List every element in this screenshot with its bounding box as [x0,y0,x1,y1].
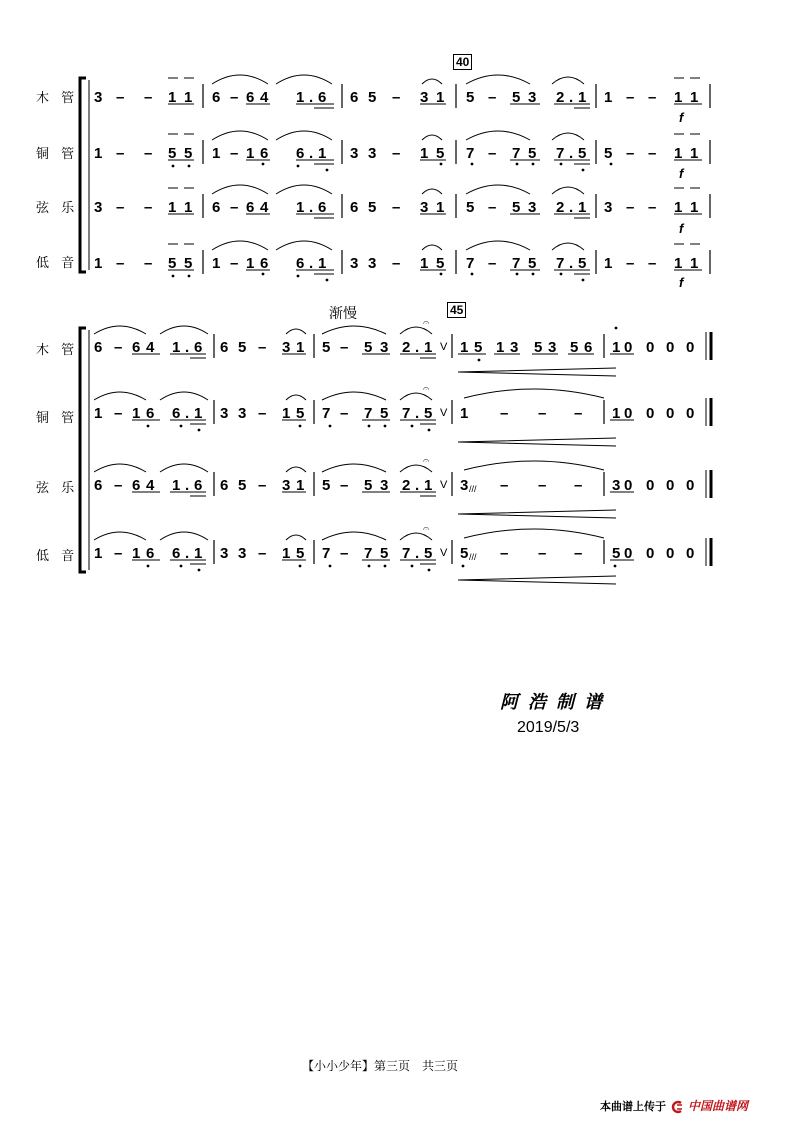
system-2-staff [0,300,792,600]
svg-text:f: f [679,221,684,236]
svg-text:2: 2 [556,89,565,106]
rehearsal-mark-45: 45 [447,302,466,318]
svg-text:1: 1 [460,405,469,422]
svg-text:5: 5 [578,145,587,162]
svg-text:1: 1 [132,405,141,422]
svg-text:.: . [415,477,420,494]
svg-text:–: – [500,545,509,562]
svg-text:1: 1 [94,405,103,422]
svg-text:1: 1 [604,89,613,106]
svg-text:1: 1 [172,339,181,356]
svg-text:–: – [258,339,267,356]
svg-text:3: 3 [94,89,103,106]
svg-text:1: 1 [246,145,255,162]
svg-text:6: 6 [318,199,327,216]
svg-text:0: 0 [686,405,695,422]
svg-text:5: 5 [570,339,579,356]
svg-text:6: 6 [132,477,141,494]
breath-mark: V [440,547,448,559]
svg-text:1: 1 [674,255,683,272]
svg-text:0: 0 [666,477,675,494]
svg-text:.: . [185,339,190,356]
svg-text:–: – [392,255,401,272]
svg-text:7: 7 [364,405,373,422]
svg-text:1: 1 [296,339,305,356]
svg-text:6: 6 [194,477,203,494]
svg-text:–: – [144,255,153,272]
svg-text:1: 1 [420,145,429,162]
svg-text:4: 4 [260,199,269,216]
svg-text:5: 5 [368,199,377,216]
svg-text:4: 4 [146,339,155,356]
svg-text:4: 4 [260,89,269,106]
svg-text:.: . [185,477,190,494]
instrument-label-bass: 低 音 [36,549,79,564]
svg-text:1: 1 [318,255,327,272]
svg-text:–: – [626,199,635,216]
svg-text:–: – [488,145,497,162]
svg-text:–: – [574,545,583,562]
instrument-label-strings: 弦 乐 [36,481,79,496]
svg-text:3: 3 [350,145,359,162]
barlines [203,84,710,274]
svg-text:1: 1 [690,255,699,272]
svg-text:6: 6 [246,89,255,106]
svg-text:6: 6 [220,477,229,494]
svg-text:7: 7 [466,255,475,272]
svg-text:–: – [488,89,497,106]
svg-text:1: 1 [282,545,291,562]
svg-text:3: 3 [528,199,537,216]
svg-text:1: 1 [674,89,683,106]
svg-text:1: 1 [168,89,177,106]
svg-text:5: 5 [184,145,193,162]
svg-text:–: – [144,145,153,162]
svg-text:1: 1 [184,199,193,216]
svg-text:5: 5 [466,199,475,216]
svg-text:3: 3 [368,255,377,272]
svg-text:1: 1 [94,545,103,562]
svg-text:3: 3 [380,477,389,494]
page-footer: 【小小少年】第三页 共三页 [302,1059,459,1073]
svg-text:.: . [309,199,314,216]
svg-text:3: 3 [94,199,103,216]
svg-text:1: 1 [420,255,429,272]
arrangement-date: 2019/5/3 [517,719,580,736]
svg-text:1: 1 [578,199,587,216]
svg-text:1: 1 [674,199,683,216]
svg-text:–: – [230,199,239,216]
svg-text:0: 0 [666,339,675,356]
svg-text:4: 4 [146,477,155,494]
site-logo-text: 中国曲谱网 [688,1099,749,1113]
svg-text:3: 3 [220,405,229,422]
svg-text:5: 5 [460,545,469,562]
svg-text:5: 5 [238,477,247,494]
tempo-marking: 渐慢 [329,306,357,322]
svg-text:f: f [679,166,684,181]
svg-text:1: 1 [212,145,221,162]
svg-text:𝄐: 𝄐 [423,383,430,395]
svg-text:5: 5 [512,199,521,216]
svg-text:1: 1 [424,339,433,356]
svg-text:–: – [648,255,657,272]
svg-text:0: 0 [624,545,633,562]
svg-text:.: . [415,545,420,562]
instrument-label-brass: 铜 管 [36,147,79,162]
svg-text:1: 1 [194,545,203,562]
svg-text:1: 1 [690,89,699,106]
breath-mark: V [440,479,448,491]
svg-text:5: 5 [364,339,373,356]
svg-text:𝄐: 𝄐 [423,455,430,467]
svg-text:6: 6 [260,145,269,162]
svg-text:3: 3 [282,339,291,356]
svg-text:1: 1 [612,405,621,422]
svg-text:.: . [569,199,574,216]
svg-text:3: 3 [528,89,537,106]
svg-text:5: 5 [612,545,621,562]
upload-text: 本曲谱上传于 [600,1099,666,1113]
instrument-label-woodwind: 木 管 [36,343,79,358]
slurs [94,326,604,540]
svg-text:.: . [415,405,420,422]
svg-text:.: . [185,545,190,562]
svg-text:6: 6 [296,145,305,162]
svg-text:1: 1 [296,89,305,106]
svg-text:5: 5 [436,145,445,162]
svg-text:7: 7 [322,545,331,562]
svg-text:0: 0 [686,339,695,356]
svg-text:6: 6 [350,199,359,216]
svg-text:–: – [626,89,635,106]
svg-text:5: 5 [322,477,331,494]
svg-text:3: 3 [510,339,519,356]
svg-text:–: – [648,199,657,216]
svg-text:6: 6 [94,339,103,356]
svg-text:–: – [626,255,635,272]
svg-text:–: – [116,89,125,106]
row-woodwind-notes [94,89,698,106]
svg-text:1: 1 [460,339,469,356]
svg-text:6: 6 [584,339,593,356]
svg-text:5: 5 [466,89,475,106]
svg-text:3: 3 [282,477,291,494]
svg-text:6: 6 [94,477,103,494]
svg-text:–: – [114,477,123,494]
svg-text:7: 7 [402,545,411,562]
svg-text:6: 6 [146,405,155,422]
svg-text:3: 3 [420,199,429,216]
svg-text:2: 2 [402,339,411,356]
svg-text:.: . [185,405,190,422]
svg-text:–: – [258,405,267,422]
svg-text:–: – [538,405,547,422]
svg-text:𝄐: 𝄐 [423,523,430,535]
svg-text:6: 6 [350,89,359,106]
svg-text:3: 3 [604,199,613,216]
svg-text:0: 0 [686,545,695,562]
svg-text:6: 6 [220,339,229,356]
svg-text:5: 5 [322,339,331,356]
svg-text:1: 1 [296,477,305,494]
svg-text:5: 5 [364,477,373,494]
svg-text:3: 3 [548,339,557,356]
svg-text:f: f [679,275,684,290]
svg-text:///: /// [469,552,477,562]
svg-text:–: – [488,255,497,272]
instrument-label-woodwind: 木 管 [36,91,79,106]
svg-text:–: – [114,339,123,356]
svg-text:.: . [415,339,420,356]
svg-text:1: 1 [424,477,433,494]
svg-text:.: . [309,89,314,106]
svg-text:–: – [258,477,267,494]
svg-text:–: – [340,405,349,422]
svg-text:1: 1 [296,199,305,216]
svg-text:5: 5 [528,255,537,272]
svg-text:1: 1 [318,145,327,162]
svg-text:–: – [258,545,267,562]
svg-text:–: – [392,199,401,216]
svg-text:5: 5 [534,339,543,356]
svg-text:–: – [230,89,239,106]
svg-text:–: – [144,89,153,106]
svg-text:6: 6 [246,199,255,216]
svg-text:1: 1 [194,405,203,422]
svg-text:5: 5 [528,145,537,162]
svg-text:–: – [340,339,349,356]
svg-text:1: 1 [674,145,683,162]
svg-text:–: – [574,477,583,494]
svg-text:–: – [116,255,125,272]
svg-text:0: 0 [624,405,633,422]
svg-text:0: 0 [666,405,675,422]
svg-text:3: 3 [420,89,429,106]
svg-text:1: 1 [184,89,193,106]
svg-text:7: 7 [556,255,565,272]
svg-text:0: 0 [666,545,675,562]
svg-text:5: 5 [184,255,193,272]
svg-text:–: – [230,255,239,272]
svg-text:3: 3 [238,405,247,422]
svg-text:0: 0 [686,477,695,494]
svg-text:5: 5 [368,89,377,106]
svg-text:7: 7 [556,145,565,162]
row-strings-notes [94,199,698,216]
breath-mark: V [440,341,448,353]
svg-text:1: 1 [172,477,181,494]
svg-text:1: 1 [436,89,445,106]
svg-text:𝄐: 𝄐 [423,317,430,329]
svg-text:5: 5 [578,255,587,272]
svg-text:7: 7 [322,405,331,422]
svg-text:5: 5 [168,145,177,162]
svg-text:.: . [309,145,314,162]
svg-text:0: 0 [646,339,655,356]
beam-underlines [132,354,634,564]
svg-text:–: – [114,545,123,562]
svg-text:6: 6 [212,89,221,106]
svg-text:5: 5 [424,545,433,562]
final-barlines [706,332,711,566]
svg-text:5: 5 [296,545,305,562]
svg-text:6: 6 [132,339,141,356]
svg-text:–: – [538,545,547,562]
instrument-label-bass: 低 音 [36,256,79,271]
svg-text:5: 5 [238,339,247,356]
svg-text:7: 7 [402,405,411,422]
svg-text:5: 5 [512,89,521,106]
row-bass-notes [94,255,698,272]
svg-text:1: 1 [690,199,699,216]
row-brass-notes [94,145,698,162]
svg-text:.: . [309,255,314,272]
svg-text:1: 1 [94,255,103,272]
svg-text:3: 3 [368,145,377,162]
svg-text:1: 1 [612,339,621,356]
svg-text:3: 3 [238,545,247,562]
site-logo-icon [670,1099,684,1113]
svg-text:–: – [392,145,401,162]
svg-text:1: 1 [690,145,699,162]
svg-text:–: – [574,405,583,422]
svg-text:3: 3 [220,545,229,562]
svg-text:5: 5 [296,405,305,422]
svg-text:2: 2 [556,199,565,216]
svg-text:.: . [569,255,574,272]
svg-text:0: 0 [646,477,655,494]
svg-text:–: – [116,145,125,162]
svg-text:5: 5 [168,255,177,272]
svg-text:6: 6 [172,545,181,562]
rehearsal-mark-40: 40 [453,54,472,70]
upload-credit [600,1097,748,1114]
svg-text:1: 1 [94,145,103,162]
svg-text:–: – [500,477,509,494]
svg-text:7: 7 [364,545,373,562]
svg-text:–: – [340,545,349,562]
svg-text:.: . [569,145,574,162]
svg-text:5: 5 [424,405,433,422]
svg-text:1: 1 [578,89,587,106]
svg-text:.: . [569,89,574,106]
svg-text:6: 6 [296,255,305,272]
breath-mark: V [440,407,448,419]
svg-text:5: 5 [436,255,445,272]
octave-dots [147,327,621,572]
svg-text:7: 7 [512,145,521,162]
svg-text:–: – [340,477,349,494]
svg-text:–: – [626,145,635,162]
svg-text:1: 1 [496,339,505,356]
instrument-label-strings: 弦 乐 [36,201,79,216]
svg-text:6: 6 [194,339,203,356]
svg-text:1: 1 [212,255,221,272]
svg-text:3: 3 [350,255,359,272]
svg-text:–: – [500,405,509,422]
svg-text:–: – [648,89,657,106]
instrument-label-brass: 铜 管 [36,411,79,426]
svg-text:1: 1 [282,405,291,422]
svg-text:3: 3 [460,477,469,494]
svg-text:3: 3 [380,339,389,356]
svg-text:1: 1 [604,255,613,272]
svg-text:6: 6 [318,89,327,106]
svg-text:–: – [538,477,547,494]
svg-text:6: 6 [260,255,269,272]
svg-text:–: – [648,145,657,162]
svg-text:–: – [116,199,125,216]
svg-text:6: 6 [212,199,221,216]
svg-text:1: 1 [246,255,255,272]
svg-text:–: – [392,89,401,106]
hairpins [458,368,616,584]
svg-text:5: 5 [380,405,389,422]
svg-text:0: 0 [624,477,633,494]
svg-text:5: 5 [604,145,613,162]
svg-text:1: 1 [436,199,445,216]
arranger-signature: 阿浩制谱 [500,692,612,713]
svg-text:0: 0 [646,545,655,562]
svg-text:–: – [114,405,123,422]
svg-text:1: 1 [168,199,177,216]
svg-text:5: 5 [474,339,483,356]
svg-text:6: 6 [146,545,155,562]
svg-text:6: 6 [172,405,181,422]
svg-text:–: – [144,199,153,216]
svg-text:–: – [230,145,239,162]
system-bracket [80,328,86,572]
svg-text:3: 3 [612,477,621,494]
svg-text:///: /// [469,484,477,494]
svg-text:7: 7 [512,255,521,272]
svg-text:1: 1 [132,545,141,562]
svg-text:2: 2 [402,477,411,494]
svg-text:–: – [488,199,497,216]
system-bracket [80,78,86,272]
system-1-staff [0,0,792,300]
svg-text:0: 0 [646,405,655,422]
svg-text:0: 0 [624,339,633,356]
svg-text:5: 5 [380,545,389,562]
svg-text:7: 7 [466,145,475,162]
svg-text:f: f [679,110,684,125]
